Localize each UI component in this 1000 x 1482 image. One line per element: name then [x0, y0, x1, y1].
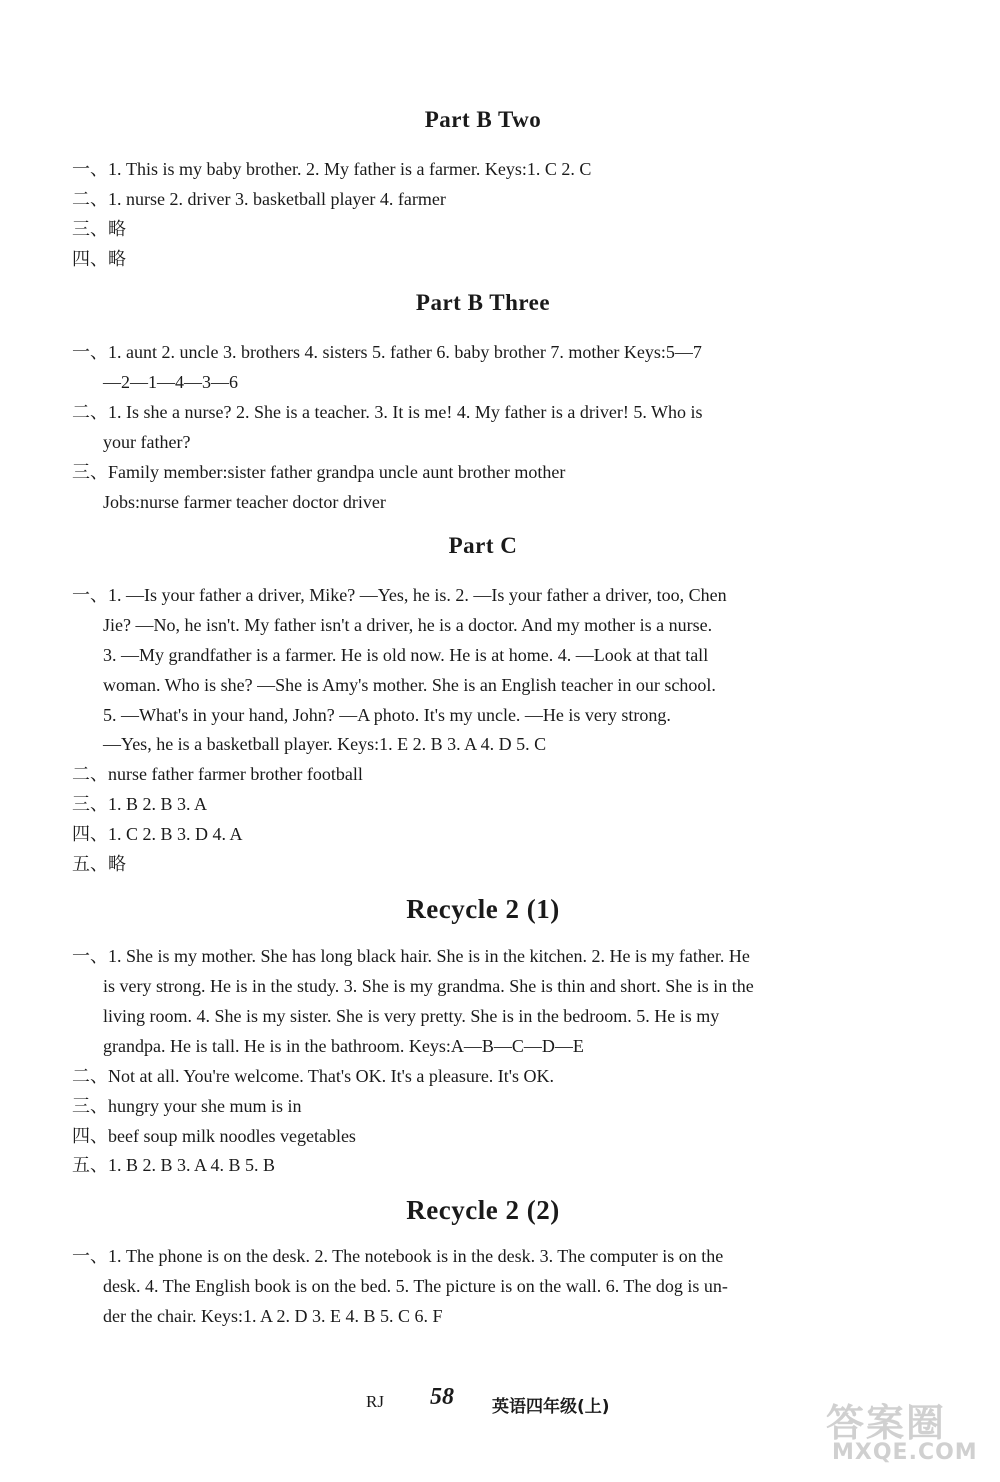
answer-line: 三、hungry your she mum is in [72, 1096, 302, 1116]
answer-line: is very strong. He is in the study. 3. She is my grandma. She is thin and short. She is in the [103, 976, 754, 996]
answer-line: 二、1. nurse 2. driver 3. basketball player 4. farmer [72, 189, 446, 209]
answer-line: 5. —What's in your hand, John? —A photo. It's my uncle. —He is very strong. [103, 705, 671, 725]
answer-line: Jie? —No, he isn't. My father isn't a driver, he is a doctor. And my mother is a nurse. [103, 615, 713, 635]
answer-line: der the chair. Keys:1. A 2. D 3. E 4. B 5. C 6. F [103, 1306, 443, 1326]
answer-line: 一、1. The phone is on the desk. 2. The notebook is in the desk. 3. The computer is on the [72, 1246, 724, 1266]
answer-line: 五、略 [72, 854, 126, 874]
answer-line: desk. 4. The English book is on the bed. 5. The picture is on the wall. 6. The dog is un- [103, 1276, 728, 1296]
answer-line: your father? [103, 432, 191, 452]
answer-line: 二、Not at all. You're welcome. That's OK. It's a pleasure. It's OK. [72, 1066, 555, 1086]
answer-line: living room. 4. She is my sister. She is very pretty. She is in the bedroom. 5. He is my [103, 1006, 720, 1026]
section-heading-recycle-2-2: Recycle 2 (2) [406, 1195, 560, 1225]
section-heading-part-c: Part C [448, 533, 518, 558]
book-title: 英语四年级(上) [492, 1397, 610, 1417]
section-heading-part-b-three: Part B Three [415, 290, 551, 315]
answer-line: grandpa. He is tall. He is in the bathroom. Keys:A—B—C—D—E [103, 1036, 584, 1056]
answer-line: 二、1. Is she a nurse? 2. She is a teacher. 3. It is me! 4. My father is a driver! 5. Who is [72, 402, 703, 422]
answer-line: Jobs:nurse farmer teacher doctor driver [103, 492, 386, 512]
answer-line: 二、nurse father farmer brother football [72, 764, 363, 784]
answer-line: 3. —My grandfather is a farmer. He is old now. He is at home. 4. —Look at that tall [103, 645, 709, 665]
answer-line: 三、1. B 2. B 3. A [72, 794, 208, 814]
answer-line: 一、1. aunt 2. uncle 3. brothers 4. sisters 5. father 6. baby brother 7. mother Keys:5—7 [72, 342, 702, 362]
section-heading-recycle-2-1: Recycle 2 (1) [406, 894, 560, 924]
answer-line: 四、beef soup milk noodles vegetables [72, 1126, 356, 1146]
watermark-logo-text: 答案圈 [826, 1401, 947, 1445]
answer-line: 三、Family member:sister father grandpa uncle aunt brother mother [72, 462, 566, 482]
answer-line: 四、1. C 2. B 3. D 4. A [72, 824, 243, 844]
answer-line: woman. Who is she? —She is Amy's mother. She is an English teacher in our school. [103, 675, 716, 695]
answer-line: 一、1. —Is your father a driver, Mike? —Yes, he is. 2. —Is your father a driver, too, Chen [72, 585, 727, 605]
answer-line: 五、1. B 2. B 3. A 4. B 5. B [72, 1155, 276, 1175]
page-number: 58 [430, 1384, 454, 1410]
edition-code: RJ [366, 1392, 384, 1411]
watermark-url: MXQE.COM [832, 1440, 978, 1465]
answer-line: 一、1. This is my baby brother. 2. My father is a farmer. Keys:1. C 2. C [72, 159, 592, 179]
answer-line: 四、略 [72, 249, 126, 269]
section-heading-part-b-two: Part B Two [424, 107, 542, 132]
answer-line: 一、1. She is my mother. She has long black hair. She is in the kitchen. 2. He is my father. He [72, 946, 750, 966]
site-watermark [822, 1392, 992, 1474]
answer-line: —2—1—4—3—6 [103, 372, 238, 392]
answer-line: 三、略 [72, 219, 126, 239]
answer-line: —Yes, he is a basketball player. Keys:1. E 2. B 3. A 4. D 5. C [103, 734, 547, 754]
